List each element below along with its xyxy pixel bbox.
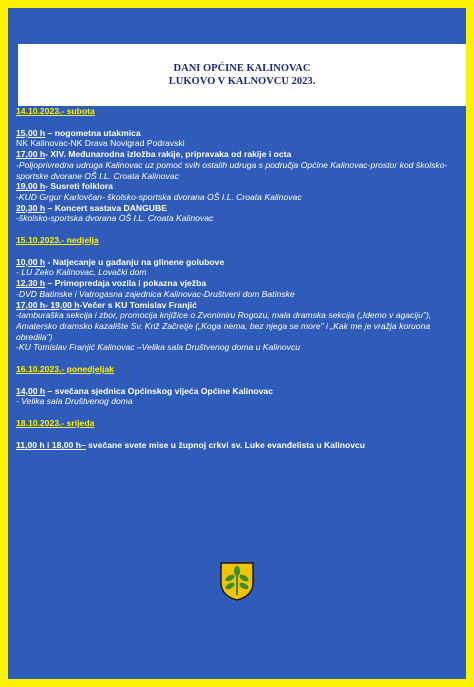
event-name: – svečana sjednica Općinskog vijeća Općine Kalinovac bbox=[45, 385, 273, 396]
event-detail: -DVD Batinske i Vatrogasna zajednica Kalinovac-Društveni dom Batinske bbox=[16, 288, 295, 299]
event-title bbox=[16, 128, 456, 139]
kalinovac-coat-of-arms-icon bbox=[219, 561, 255, 601]
event bbox=[16, 278, 456, 299]
event bbox=[16, 386, 456, 407]
event bbox=[16, 128, 456, 149]
event-time: 10,00 h bbox=[16, 256, 46, 267]
event-detail: -tamburaška sekcija i zbor, promocija knjižice o Zvonimiru Rogozu, mala dramska sekcija („Idemo v agaciju"), Amatersko dramsko kazalište Sv. Križ Začretje („Koga nema, bez njega se more" i „Kak me je vražja koruona obredila") bbox=[16, 310, 432, 342]
event-time: 12,30 h bbox=[16, 278, 46, 289]
event-detail: - Velika sala Društvenog doma bbox=[16, 396, 133, 407]
event-title bbox=[16, 257, 456, 268]
event-title bbox=[16, 300, 456, 311]
event-detail: -školsko-sportska dvorana OŠ I.L. Croata Kalinovac bbox=[16, 213, 214, 224]
event-detail: -Poljoprivredna udruga Kalinovac uz pomoć svih ostalih udruga s područja Općine Kalinovac-prostor kod školsko-sportske dvorane OŠ I.L. Croata Kalinovac bbox=[16, 159, 448, 181]
event-time: 17,00 h bbox=[16, 149, 46, 160]
event-detail: -KU Tomislav Franjić Kalinovac –Velika sala Društvenog doma u Kalinovcu bbox=[16, 342, 301, 353]
event-detail: -KUD Grgur Karlovčan- školsko-sportska dvorana OŠ I.L. Croata Kalinovac bbox=[16, 191, 302, 202]
event bbox=[16, 257, 456, 278]
event-time: 14,00 h bbox=[16, 385, 46, 396]
event-name: - Natjecanje u gađanju na glinene golubove bbox=[45, 256, 225, 267]
day-date: 16.10.2023.- ponedjeljak bbox=[16, 364, 114, 375]
event bbox=[16, 181, 456, 202]
event-detail: NK Kalinovac-NK Drava Novigrad Podravski bbox=[16, 138, 185, 149]
event-name: – Koncert sastava DANGUBE bbox=[45, 202, 167, 213]
event-title bbox=[16, 278, 456, 289]
event-time: 11,00 h i 18,00 h– bbox=[16, 439, 86, 450]
event bbox=[16, 149, 456, 181]
day-date: 18.10.2023.- srijeda bbox=[16, 418, 95, 429]
event-title bbox=[16, 386, 456, 397]
event-name: - Susreti folklora bbox=[45, 181, 113, 192]
event-detail: - LU Zeko Kalinovac, Lovački dom bbox=[16, 267, 147, 278]
event-name: svečane svete mise u župnoj crkvi sv. Luke evanđelista u Kalinovcu bbox=[85, 439, 366, 450]
event-name: – nogometna utakmica bbox=[45, 127, 141, 138]
event-time: 19,00 h bbox=[16, 181, 46, 192]
event-name: -Večer s KU Tomislav Franjić bbox=[79, 299, 197, 310]
event-time: 17,00 h- 19,00 h bbox=[16, 299, 80, 310]
event-title bbox=[16, 203, 456, 214]
day-date: 15.10.2023.- nedjelja bbox=[16, 235, 99, 246]
event-name: - XIV. Međunarodna izložba rakije, pripravaka od rakije i octa bbox=[45, 149, 292, 160]
day-date: 14.10.2023.- subota bbox=[16, 106, 95, 116]
program-content bbox=[16, 106, 456, 451]
event-name: – Primopredaja vozila i pokazna vježba bbox=[45, 278, 207, 289]
event-title bbox=[16, 181, 456, 192]
event-time: 15,00 h bbox=[16, 127, 46, 138]
event bbox=[16, 203, 456, 224]
title-box bbox=[18, 44, 466, 106]
title-line-1: DANI OPĆINE KALINOVAC bbox=[173, 63, 311, 74]
event-title bbox=[16, 149, 456, 160]
event bbox=[16, 440, 456, 451]
event-time: 20,30 h bbox=[16, 202, 46, 213]
event bbox=[16, 300, 456, 354]
event-title bbox=[16, 440, 456, 451]
title-line-2: LUKOVO V KALNOVCU 2023. bbox=[168, 76, 316, 87]
document-page bbox=[8, 8, 466, 679]
